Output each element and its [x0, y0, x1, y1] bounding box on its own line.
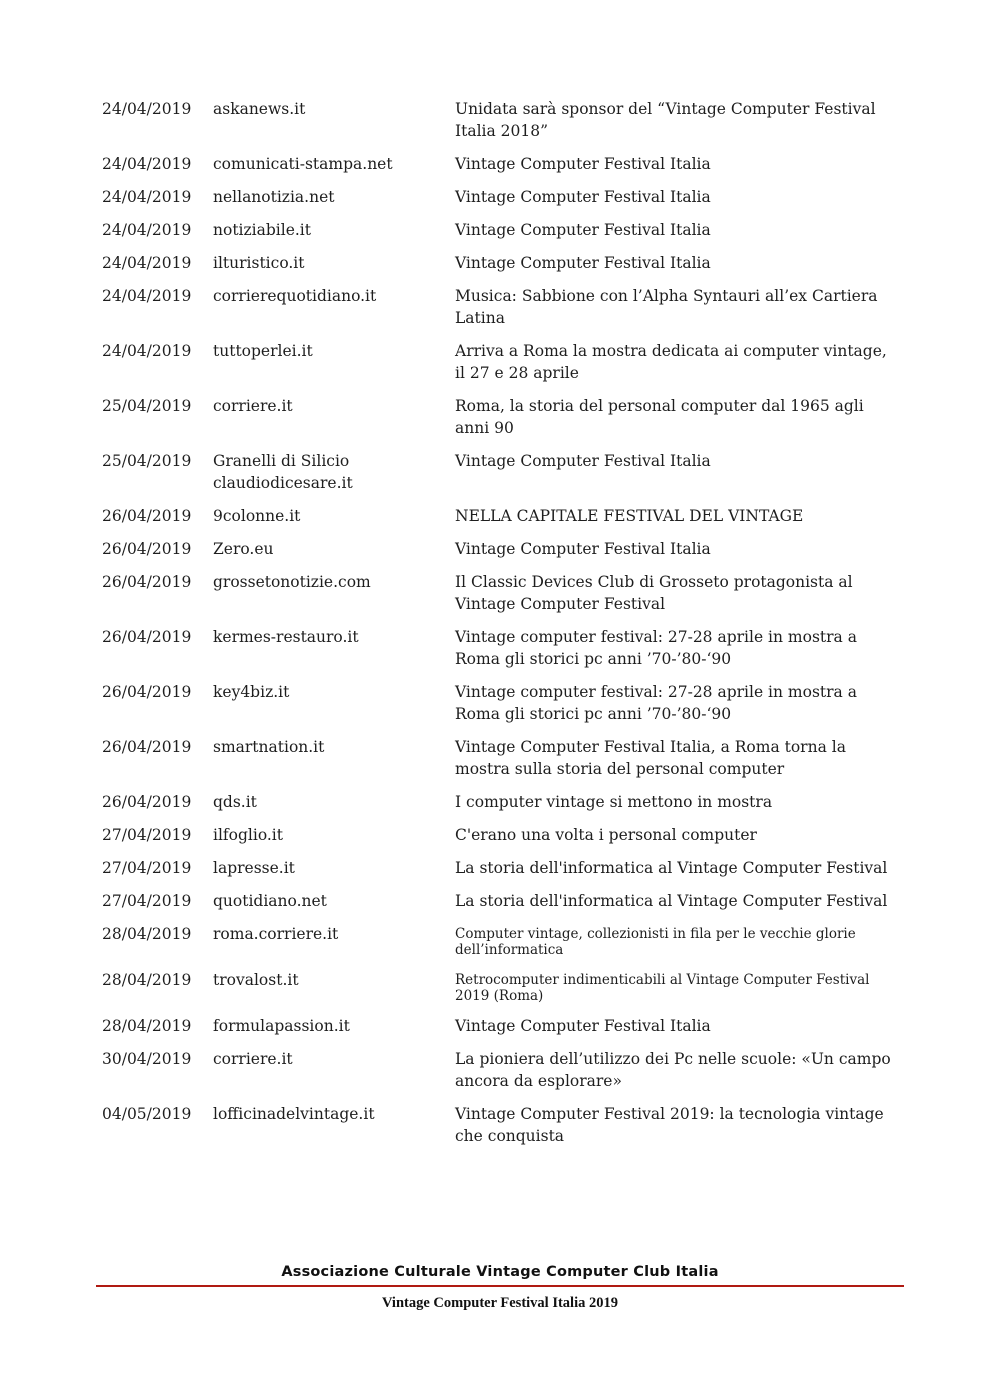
row-date: 28/04/2019 [102, 971, 192, 989]
row-source [213, 571, 455, 593]
table-row [102, 681, 902, 725]
row-source [213, 1015, 455, 1037]
table-row [102, 791, 902, 813]
row-headline: Computer vintage, collezionisti in fila per le vecchie glorie dell’informatica [455, 926, 856, 958]
row-source-line: Zero.eu [213, 540, 274, 558]
row-source-line: formulapassion.it [213, 1017, 350, 1035]
row-date: 26/04/2019 [102, 507, 192, 525]
table-row [102, 340, 902, 384]
row-date: 24/04/2019 [102, 100, 192, 118]
row-source [213, 505, 455, 527]
row-source [213, 219, 455, 241]
table-row [102, 153, 902, 175]
row-source [213, 923, 455, 945]
row-date: 24/04/2019 [102, 221, 192, 239]
footer-organization: Associazione Culturale Vintage Computer Club Italia [281, 1264, 719, 1280]
row-headline: Vintage computer festival: 27-28 aprile in mostra a Roma gli storici pc anni ’70-’80-‘90 [455, 628, 857, 668]
row-source [213, 153, 455, 175]
row-date: 26/04/2019 [102, 540, 192, 558]
row-date: 24/04/2019 [102, 287, 192, 305]
row-headline: Il Classic Devices Club di Grosseto protagonista al Vintage Computer Festival [455, 573, 853, 613]
row-source-line: comunicati-stampa.net [213, 155, 393, 173]
row-source-line: trovalost.it [213, 971, 299, 989]
row-headline: Vintage Computer Festival Italia [455, 188, 711, 206]
row-source-line: askanews.it [213, 100, 306, 118]
row-source-line: corriere.it [213, 397, 293, 415]
row-source-line: lofficinadelvintage.it [213, 1105, 375, 1123]
row-source [213, 736, 455, 758]
row-source [213, 857, 455, 879]
table-row [102, 923, 902, 958]
row-source-line: corriere.it [213, 1050, 293, 1068]
row-source-line: Granelli di Silicio [213, 452, 350, 470]
row-headline: Vintage Computer Festival Italia, a Roma torna la mostra sulla storia del personal computer [455, 738, 846, 778]
row-headline: C'erano una volta i personal computer [455, 826, 757, 844]
row-headline: Vintage Computer Festival 2019: la tecnologia vintage che conquista [455, 1105, 884, 1145]
press-review-table [102, 98, 902, 1158]
row-headline: La pioniera dell’utilizzo dei Pc nelle scuole: «Un campo ancora da esplorare» [455, 1050, 891, 1090]
table-row [102, 186, 902, 208]
table-row [102, 571, 902, 615]
row-source [213, 186, 455, 208]
row-source-line: lapresse.it [213, 859, 295, 877]
row-date: 26/04/2019 [102, 683, 192, 701]
row-date: 26/04/2019 [102, 738, 192, 756]
row-source-line: smartnation.it [213, 738, 325, 756]
table-row [102, 538, 902, 560]
row-source [213, 252, 455, 274]
footer-divider [96, 1285, 904, 1287]
row-source [213, 395, 455, 417]
row-source [213, 538, 455, 560]
row-date: 04/05/2019 [102, 1105, 192, 1123]
row-source-line: 9colonne.it [213, 507, 301, 525]
row-headline: Vintage Computer Festival Italia [455, 155, 711, 173]
table-row [102, 969, 902, 1004]
row-headline: I computer vintage si mettono in mostra [455, 793, 773, 811]
row-source-line: corrierequotidiano.it [213, 287, 377, 305]
row-date: 24/04/2019 [102, 342, 192, 360]
row-date: 24/04/2019 [102, 155, 192, 173]
table-row [102, 395, 902, 439]
row-headline: NELLA CAPITALE FESTIVAL DEL VINTAGE [455, 507, 804, 525]
table-row [102, 285, 902, 329]
row-date: 27/04/2019 [102, 859, 192, 877]
row-date: 28/04/2019 [102, 1017, 192, 1035]
row-source [213, 340, 455, 362]
row-source [213, 824, 455, 846]
row-source-line: kermes-restauro.it [213, 628, 359, 646]
row-source-line: quotidiano.net [213, 892, 327, 910]
row-source-line: tuttoperlei.it [213, 342, 313, 360]
row-date: 27/04/2019 [102, 892, 192, 910]
table-row [102, 857, 902, 879]
row-source [213, 285, 455, 307]
row-source [213, 890, 455, 912]
row-source-line: ilfoglio.it [213, 826, 283, 844]
row-date: 25/04/2019 [102, 397, 192, 415]
row-source [213, 1048, 455, 1070]
row-source-line: roma.corriere.it [213, 925, 339, 943]
table-row [102, 505, 902, 527]
table-row [102, 1103, 902, 1147]
row-headline: La storia dell'informatica al Vintage Computer Festival [455, 859, 888, 877]
row-source [213, 626, 455, 648]
row-headline: Vintage Computer Festival Italia [455, 452, 711, 470]
row-source [213, 98, 455, 120]
table-row [102, 98, 902, 142]
row-source [213, 969, 455, 991]
row-headline: Vintage Computer Festival Italia [455, 540, 711, 558]
footer-event-title: Vintage Computer Festival Italia 2019 [381, 1295, 618, 1311]
table-row [102, 450, 902, 494]
row-headline: La storia dell'informatica al Vintage Computer Festival [455, 892, 888, 910]
row-source-line: grossetonotizie.com [213, 573, 371, 591]
row-source-line: qds.it [213, 793, 257, 811]
table-row [102, 824, 902, 846]
table-row [102, 1048, 902, 1092]
table-row [102, 1015, 902, 1037]
row-headline: Arriva a Roma la mostra dedicata ai computer vintage, il 27 e 28 aprile [455, 342, 887, 382]
row-date: 26/04/2019 [102, 573, 192, 591]
row-source-line: key4biz.it [213, 683, 290, 701]
row-source-line: nellanotizia.net [213, 188, 335, 206]
row-source [213, 1103, 455, 1125]
row-headline: Vintage Computer Festival Italia [455, 1017, 711, 1035]
row-date: 28/04/2019 [102, 925, 192, 943]
row-headline: Musica: Sabbione con l’Alpha Syntauri all’ex Cartiera Latina [455, 287, 878, 327]
page-footer [96, 1262, 904, 1312]
row-date: 25/04/2019 [102, 452, 192, 470]
row-date: 24/04/2019 [102, 254, 192, 272]
table-row [102, 626, 902, 670]
table-row [102, 890, 902, 912]
row-headline: Unidata sarà sponsor del “Vintage Computer Festival Italia 2018” [455, 100, 876, 140]
row-headline: Vintage Computer Festival Italia [455, 221, 711, 239]
row-headline: Vintage computer festival: 27-28 aprile in mostra a Roma gli storici pc anni ’70-’80-‘90 [455, 683, 857, 723]
row-date: 26/04/2019 [102, 793, 192, 811]
table-row [102, 219, 902, 241]
row-source [213, 791, 455, 813]
row-date: 24/04/2019 [102, 188, 192, 206]
row-source-line: notiziabile.it [213, 221, 311, 239]
row-source-line: ilturistico.it [213, 254, 305, 272]
row-date: 30/04/2019 [102, 1050, 192, 1068]
row-source [213, 681, 455, 703]
row-headline: Retrocomputer indimenticabili al Vintage Computer Festival 2019 (Roma) [455, 972, 870, 1004]
row-source-line: claudiodicesare.it [213, 474, 353, 492]
row-headline: Roma, la storia del personal computer dal 1965 agli anni 90 [455, 397, 864, 437]
row-headline: Vintage Computer Festival Italia [455, 254, 711, 272]
row-date: 27/04/2019 [102, 826, 192, 844]
row-source [213, 450, 455, 494]
table-row [102, 252, 902, 274]
table-row [102, 736, 902, 780]
row-date: 26/04/2019 [102, 628, 192, 646]
